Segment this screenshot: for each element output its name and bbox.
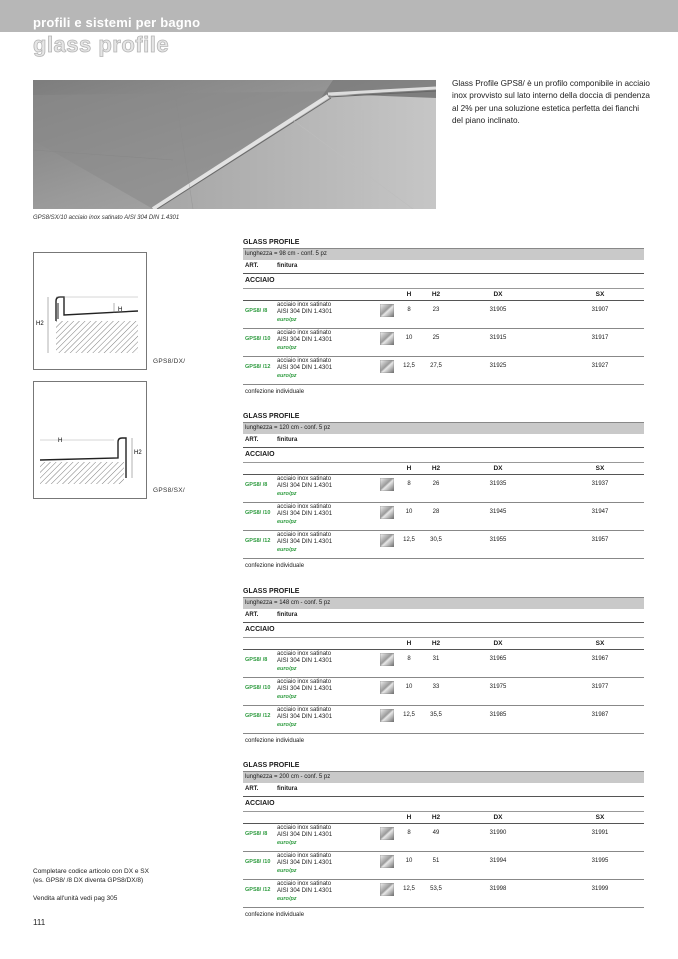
dim-h2-label: H2 [36, 321, 44, 327]
value-dx-code: 31975 [489, 684, 507, 690]
desc-line-1: acciaio inox satinato [277, 358, 332, 364]
table-row [243, 852, 644, 880]
value-h2: 26 [432, 481, 440, 487]
value-h2: 53,5 [430, 886, 442, 892]
value-h: 10 [405, 335, 413, 341]
note-line-2: (es. GPS8/ /8 DX diventa GPS8/DX/8) [33, 877, 144, 884]
finish-swatch-icon [380, 304, 394, 317]
diagram-dx-label: GPS8/DX/ [153, 358, 186, 365]
finish-swatch-icon [380, 332, 394, 345]
desc-line-1: acciaio inox satinato [277, 825, 332, 831]
column-header-row [243, 288, 644, 301]
value-h: 10 [405, 684, 413, 690]
value-dx-code: 31915 [489, 335, 507, 341]
finish-description [277, 330, 332, 343]
desc-line-2: AISI 304 DIN 1.4301 [277, 482, 333, 489]
col-h2-header: H2 [431, 640, 441, 647]
unit-label: euro/pz [277, 694, 297, 700]
table-row [243, 475, 644, 503]
art-label: ART. [245, 612, 259, 618]
price-table-block [243, 587, 644, 748]
table-title: GLASS PROFILE [243, 413, 300, 420]
col-sx-header: SX [595, 465, 605, 472]
table-row [243, 301, 644, 329]
unit-label: euro/pz [277, 896, 297, 902]
value-sx-code: 31999 [591, 886, 609, 892]
art-header [243, 783, 644, 797]
value-sx-code: 31937 [591, 481, 609, 487]
art-header [243, 609, 644, 623]
unit-label: euro/pz [277, 840, 297, 846]
desc-line-2: AISI 304 DIN 1.4301 [277, 364, 333, 371]
desc-line-2: AISI 304 DIN 1.4301 [277, 713, 333, 720]
price-table-block [243, 761, 644, 922]
unit-label: euro/pz [277, 519, 297, 525]
col-dx-header: DX [493, 291, 503, 298]
value-sx-code: 31917 [591, 335, 609, 341]
col-h-header: H [406, 814, 412, 821]
value-dx-code: 31955 [489, 537, 507, 543]
value-h: 12,5 [403, 712, 415, 718]
finitura-label: finitura [277, 786, 298, 792]
value-dx-code: 31990 [489, 830, 507, 836]
material-label: ACCIAIO [245, 626, 275, 633]
desc-line-1: acciaio inox satinato [277, 679, 332, 685]
packaging-note: confezione individuale [245, 389, 305, 395]
note-vendita: Vendita all'unità vedi pag 305 [33, 895, 118, 902]
desc-line-2: AISI 304 DIN 1.4301 [277, 510, 333, 517]
desc-line-1: acciaio inox satinato [277, 302, 332, 308]
article-code: GPS8/ /12 [245, 538, 271, 544]
article-code: GPS8/ /8 [245, 482, 268, 488]
value-h: 8 [407, 307, 411, 313]
product-photo [33, 80, 436, 209]
art-label: ART. [245, 263, 259, 269]
finish-swatch-icon [380, 478, 394, 491]
table-row [243, 503, 644, 531]
column-header-row [243, 811, 644, 824]
value-h2: 25 [432, 335, 440, 341]
desc-line-1: acciaio inox satinato [277, 504, 332, 510]
value-h: 12,5 [403, 537, 415, 543]
table-row [243, 824, 644, 852]
col-sx-header: SX [595, 291, 605, 298]
col-sx-header: SX [595, 814, 605, 821]
value-sx-code: 31991 [591, 830, 609, 836]
desc-line-2: AISI 304 DIN 1.4301 [277, 308, 333, 315]
packaging-note: confezione individuale [245, 738, 305, 744]
value-h2: 49 [432, 830, 440, 836]
table-row [243, 329, 644, 357]
col-dx-header: DX [493, 640, 503, 647]
finish-description [277, 881, 332, 894]
finish-description [277, 532, 332, 545]
value-h2: 35,5 [430, 712, 442, 718]
value-h: 12,5 [403, 363, 415, 369]
col-h2-header: H2 [431, 291, 441, 298]
value-h2: 28 [432, 509, 440, 515]
value-sx-code: 31977 [591, 684, 609, 690]
desc-line-1: acciaio inox satinato [277, 532, 332, 538]
article-code: GPS8/ /10 [245, 685, 271, 691]
intro-text: Glass Profile GPS8/ è un profilo componibile in acciaio inox provvisto sul lato interno della doccia di pendenza al 2% per una soluzione estetica perfetta dei fianchi del piano inclinato. [452, 79, 650, 125]
table-row [243, 531, 644, 559]
desc-line-2: AISI 304 DIN 1.4301 [277, 336, 333, 343]
finish-description [277, 825, 332, 838]
table-title: GLASS PROFILE [243, 762, 300, 769]
dim-h-label: H [58, 438, 63, 444]
art-label: ART. [245, 786, 259, 792]
value-dx-code: 31925 [489, 363, 507, 369]
section-title: profili e sistemi per bagno [33, 15, 201, 30]
desc-line-1: acciaio inox satinato [277, 853, 332, 859]
col-h-header: H [406, 640, 412, 647]
finish-description [277, 476, 332, 489]
finish-description [277, 651, 332, 664]
finish-description [277, 358, 332, 371]
value-h: 8 [407, 481, 411, 487]
value-sx-code: 31907 [591, 307, 609, 313]
finish-swatch-icon [380, 653, 394, 666]
col-h2-header: H2 [431, 814, 441, 821]
page-subtitle: glass profile [33, 32, 170, 57]
finish-swatch-icon [380, 506, 394, 519]
finitura-label: finitura [277, 612, 298, 618]
article-code: GPS8/ /8 [245, 657, 268, 663]
material-label: ACCIAIO [245, 800, 275, 807]
finish-description [277, 707, 332, 720]
table-row [243, 880, 644, 908]
unit-label: euro/pz [277, 547, 297, 553]
value-dx-code: 31965 [489, 656, 507, 662]
col-dx-header: DX [493, 465, 503, 472]
col-h-header: H [406, 291, 412, 298]
finish-swatch-icon [380, 709, 394, 722]
finish-swatch-icon [380, 534, 394, 547]
dim-h2-label: H2 [134, 450, 142, 456]
table-title: GLASS PROFILE [243, 588, 300, 595]
length-bar: lunghezza = 98 cm - conf. 5 pz [243, 248, 644, 260]
value-sx-code: 31927 [591, 363, 609, 369]
finitura-label: finitura [277, 263, 298, 269]
finish-description [277, 302, 332, 315]
unit-label: euro/pz [277, 373, 297, 379]
unit-label: euro/pz [277, 345, 297, 351]
col-dx-header: DX [493, 814, 503, 821]
note-line-1: Completare codice articolo con DX e SX [33, 868, 149, 875]
desc-line-2: AISI 304 DIN 1.4301 [277, 831, 333, 838]
value-dx-code: 31945 [489, 509, 507, 515]
value-h2: 33 [432, 684, 440, 690]
desc-line-2: AISI 304 DIN 1.4301 [277, 538, 333, 545]
table-row [243, 650, 644, 678]
diagram-dx [33, 252, 147, 370]
diagram-sx-label: GPS8/SX/ [153, 487, 186, 494]
col-h2-header: H2 [431, 465, 441, 472]
value-sx-code: 31957 [591, 537, 609, 543]
article-code: GPS8/ /8 [245, 308, 268, 314]
desc-line-1: acciaio inox satinato [277, 476, 332, 482]
packaging-note: confezione individuale [245, 563, 305, 569]
art-header [243, 434, 644, 448]
page-number: 111 [33, 918, 46, 927]
profile-sx-drawing [34, 382, 146, 498]
col-h-header: H [406, 465, 412, 472]
finish-description [277, 504, 332, 517]
finish-swatch-icon [380, 827, 394, 840]
finish-swatch-icon [380, 855, 394, 868]
desc-line-2: AISI 304 DIN 1.4301 [277, 887, 333, 894]
notes [33, 867, 193, 903]
value-h: 8 [407, 830, 411, 836]
article-code: GPS8/ /12 [245, 713, 271, 719]
art-label: ART. [245, 437, 259, 443]
unit-label: euro/pz [277, 666, 297, 672]
value-h2: 23 [432, 307, 440, 313]
value-h2: 51 [432, 858, 440, 864]
value-h2: 31 [432, 656, 440, 662]
column-header-row [243, 462, 644, 475]
finish-swatch-icon [380, 360, 394, 373]
desc-line-2: AISI 304 DIN 1.4301 [277, 685, 333, 692]
value-sx-code: 31967 [591, 656, 609, 662]
value-h2: 27,5 [430, 363, 442, 369]
material-label: ACCIAIO [245, 277, 275, 284]
length-bar: lunghezza = 120 cm - conf. 5 pz [243, 422, 644, 434]
value-h2: 30,5 [430, 537, 442, 543]
desc-line-1: acciaio inox satinato [277, 707, 332, 713]
unit-label: euro/pz [277, 317, 297, 323]
diagram-sx [33, 381, 147, 499]
art-header [243, 260, 644, 274]
article-code: GPS8/ /10 [245, 859, 271, 865]
column-header-row [243, 637, 644, 650]
value-h: 8 [407, 656, 411, 662]
value-h: 10 [405, 509, 413, 515]
material-label: ACCIAIO [245, 451, 275, 458]
finish-swatch-icon [380, 681, 394, 694]
desc-line-2: AISI 304 DIN 1.4301 [277, 859, 333, 866]
desc-line-1: acciaio inox satinato [277, 651, 332, 657]
table-row [243, 357, 644, 385]
table-title: GLASS PROFILE [243, 239, 300, 246]
value-dx-code: 31935 [489, 481, 507, 487]
article-code: GPS8/ /12 [245, 887, 271, 893]
unit-label: euro/pz [277, 868, 297, 874]
value-sx-code: 31947 [591, 509, 609, 515]
packaging-note: confezione individuale [245, 912, 305, 918]
finish-swatch-icon [380, 883, 394, 896]
finish-description [277, 853, 332, 866]
value-h: 10 [405, 858, 413, 864]
profile-dx-drawing [34, 253, 146, 369]
table-row [243, 706, 644, 734]
value-h: 12,5 [403, 886, 415, 892]
length-bar: lunghezza = 200 cm - conf. 5 pz [243, 771, 644, 783]
length-bar: lunghezza = 148 cm - conf. 5 pz [243, 597, 644, 609]
price-table-block [243, 238, 644, 399]
value-dx-code: 31905 [489, 307, 507, 313]
unit-label: euro/pz [277, 491, 297, 497]
article-code: GPS8/ /10 [245, 336, 271, 342]
desc-line-1: acciaio inox satinato [277, 330, 332, 336]
value-sx-code: 31995 [591, 858, 609, 864]
article-code: GPS8/ /8 [245, 831, 268, 837]
col-sx-header: SX [595, 640, 605, 647]
dim-h-label: H [118, 307, 123, 313]
desc-line-1: acciaio inox satinato [277, 881, 332, 887]
unit-label: euro/pz [277, 722, 297, 728]
desc-line-2: AISI 304 DIN 1.4301 [277, 657, 333, 664]
article-code: GPS8/ /12 [245, 364, 271, 370]
finitura-label: finitura [277, 437, 298, 443]
photo-caption: GPS8/SX/10 acciaio inox satinato AISI 304 DIN 1.4301 [33, 215, 180, 221]
value-dx-code: 31985 [489, 712, 507, 718]
value-dx-code: 31994 [489, 858, 507, 864]
table-row [243, 678, 644, 706]
value-dx-code: 31998 [489, 886, 507, 892]
article-code: GPS8/ /10 [245, 510, 271, 516]
price-table-block [243, 412, 644, 573]
finish-description [277, 679, 332, 692]
value-sx-code: 31987 [591, 712, 609, 718]
